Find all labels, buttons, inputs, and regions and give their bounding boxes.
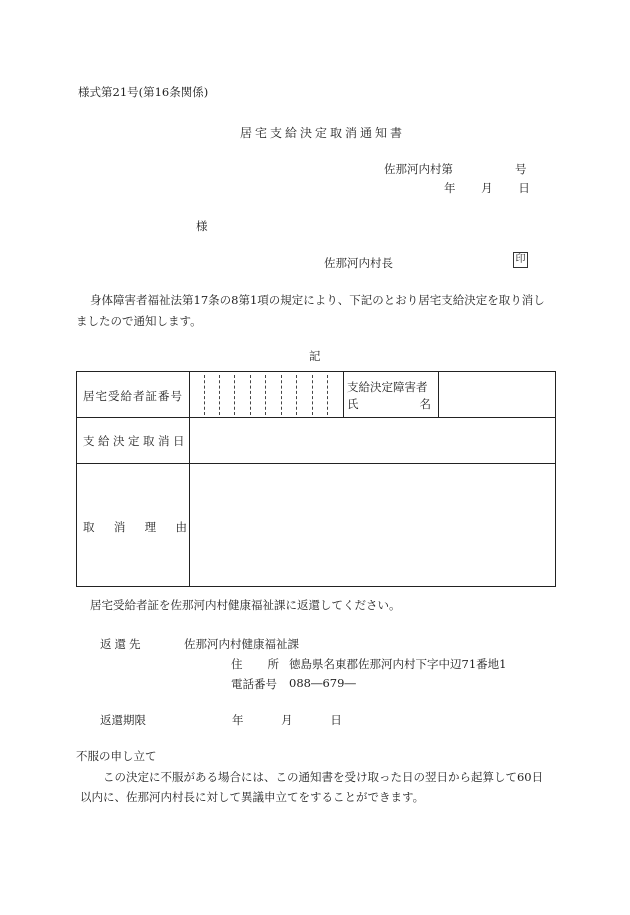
deadline-year: 年 [232,713,244,727]
appeal-text-line2: 以内に、佐那河内村長に対して異議申立てをすることができます。 [80,790,425,804]
tel-label: 電話番号 [231,677,277,691]
cancel-reason-label [83,519,187,535]
issue-date [444,180,530,196]
digit-separator [281,375,282,415]
ki-heading: 記 [309,349,321,363]
seal-stamp: 印 [513,252,528,268]
return-destination-value: 佐那河内村健康福祉課 [184,637,299,651]
disabled-person-name-label [347,396,431,412]
address-value: 徳島県名東郡佐那河内村下字中辺71番地1 [289,657,507,671]
deadline-month: 月 [281,713,293,727]
address-label [231,656,279,672]
digit-separator [204,375,205,415]
reason-char: 由 [175,520,187,534]
notice-table [76,371,556,587]
digit-separator [250,375,251,415]
return-destination-label: 返還先 [100,637,144,651]
issue-date-day: 日 [518,181,530,195]
appeal-text-line1: この決定に不服がある場合には、この通知書を受け取った日の翌日から起算して60日 [103,770,544,784]
digit-separator [312,375,313,415]
table-row-divider [77,463,555,464]
deadline-day: 日 [330,713,342,727]
issuer-number-suffix: 号 [515,162,527,176]
tel-value: 088―679― [289,676,356,690]
digit-separator [219,375,220,415]
addressee-suffix: 様 [196,219,208,233]
document-title: 居宅支給決定取消通知書 [240,126,406,140]
digit-separator [265,375,266,415]
body-text-line1: 身体障害者福祉法第17条の8第1項の規定により、下記のとおり居宅支給決定を取り消し [90,293,545,307]
digit-separator [234,375,235,415]
appeal-heading: 不服の申し立て [76,749,157,763]
return-deadline-date [232,712,342,728]
form-number: 様式第21号(第16条関係) [78,85,209,99]
table-column-divider [438,372,439,417]
issue-date-year: 年 [444,181,456,195]
cancel-date-label: 支給決定取消日 [83,434,188,448]
reason-char: 取 [83,520,95,534]
issuer-number-prefix: 佐那河内村第 [384,162,453,176]
address-label-char: 所 [267,657,279,671]
digit-separator [296,375,297,415]
cert-number-label: 居宅受給者証番号 [83,389,183,403]
name-label-mei: 名 [419,397,431,411]
name-label-shi: 氏 [347,397,359,411]
body-text-line2: ましたので通知します。 [76,314,202,328]
return-note: 居宅受給者証を佐那河内村健康福祉課に返還してください。 [90,598,401,612]
table-row-divider [77,417,555,418]
issue-date-month: 月 [481,181,493,195]
reason-char: 理 [144,520,157,534]
digit-separator [327,375,328,415]
table-column-divider [189,372,190,586]
disabled-person-label: 支給決定障害者 [347,380,428,394]
return-deadline-label: 返還期限 [100,713,146,727]
address-label-char: 住 [231,657,243,671]
reason-char: 消 [113,520,126,534]
issuer-name: 佐那河内村長 [324,256,393,270]
table-column-divider [343,372,344,417]
